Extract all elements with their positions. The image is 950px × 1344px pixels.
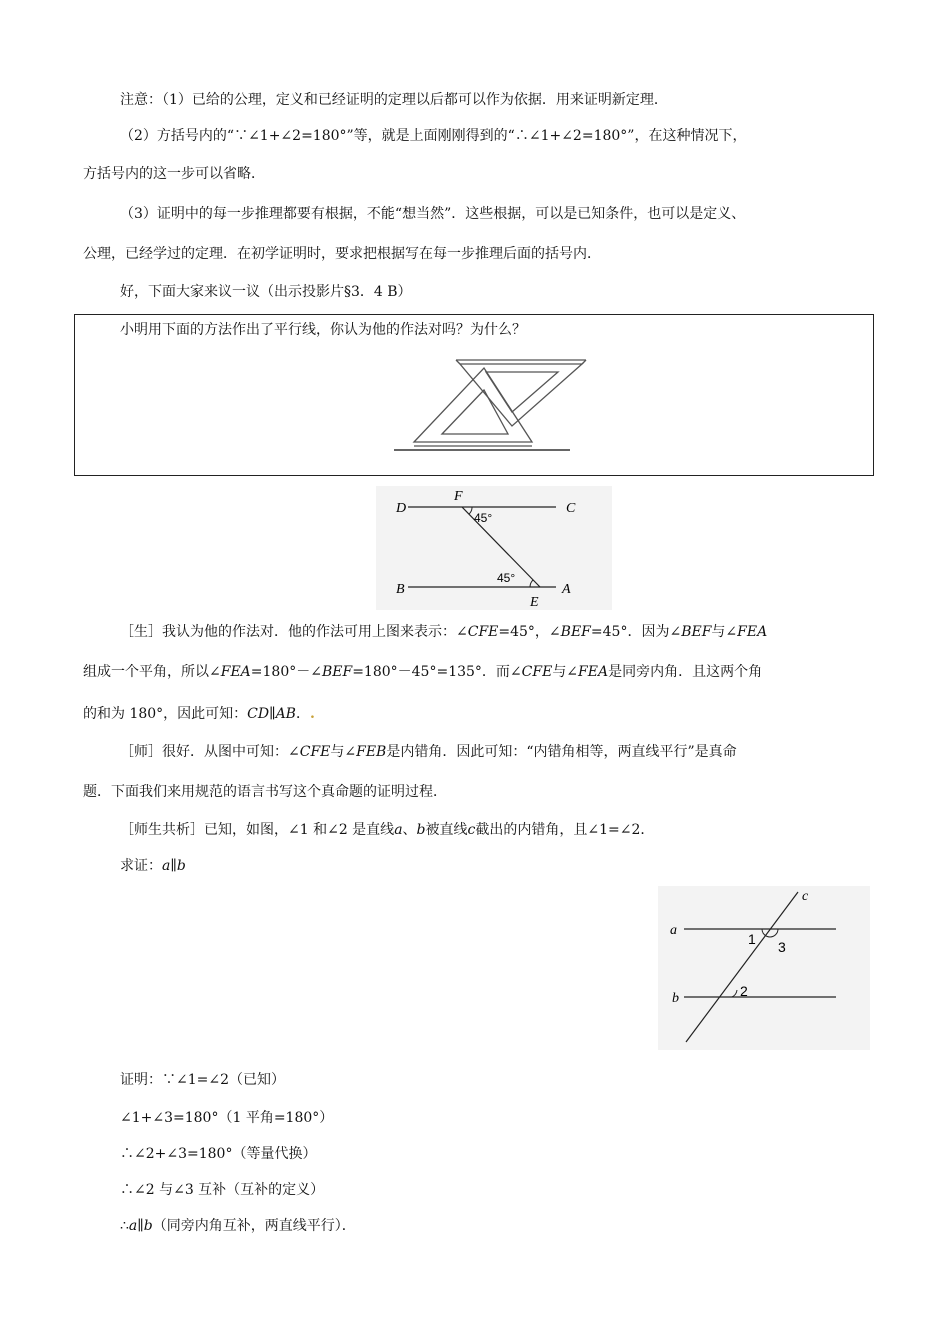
- label-A: A: [562, 582, 571, 597]
- label-B: B: [396, 582, 405, 597]
- proof-step-1: 证明：∵∠1=∠2（已知）: [120, 1072, 286, 1088]
- label-F: F: [454, 489, 463, 504]
- angle-2-label: 2: [740, 983, 748, 999]
- teacher-line-1: ［师］很好．从图中可知：∠CFE与∠FEB是内错角．因此可知：“内错角相等，两直线平行”是真命: [120, 744, 737, 760]
- label-C: C: [566, 501, 576, 516]
- angle-bottom-label: 45°: [497, 571, 516, 585]
- note-line-4: （3）证明中的每一步推理都要有根据，不能“想当然”．这些根据，可以是已知条件，也可以是定义、: [120, 206, 746, 222]
- label-E: E: [530, 595, 539, 610]
- note-line-2: （2）方括号内的“∵∠1+∠2=180°”等，就是上面刚刚得到的“∴∠1+∠2=180°”，在这种情况下，: [120, 128, 747, 144]
- note-line-5: 公理，已经学过的定理．在初学证明时，要求把根据写在每一步推理后面的括号内．: [83, 246, 601, 262]
- proof-step-3: ∴∠2+∠3=180°（等量代换）: [120, 1146, 317, 1162]
- prove-line: 求证：a∥b: [120, 858, 186, 874]
- parallel-lines-figure-2: [658, 886, 870, 1050]
- note-line-1: 注意：（1）已给的公理，定义和已经证明的定理以后都可以作为依据．用来证明新定理．: [120, 92, 668, 108]
- angle-top-label: 45°: [474, 511, 493, 525]
- parallel-lines-figure-1: [376, 486, 612, 610]
- angle-1-label: 1: [748, 931, 756, 947]
- note-line-6: 好，下面大家来议一议（出示投影片§3．4 B）: [120, 284, 412, 300]
- student-line-2: 组成一个平角，所以∠FEA=180°－∠BEF=180°－45°=135°．而∠CFE与∠FEA是同旁内角．且这两个角: [83, 664, 763, 680]
- label-c: c: [802, 889, 809, 904]
- label-D: D: [396, 501, 407, 516]
- label-b: b: [672, 991, 679, 1006]
- teacher-line-2: 题．下面我们来用规范的语言书写这个真命题的证明过程．: [83, 784, 447, 800]
- note-line-3: 方括号内的这一步可以省略．: [83, 166, 265, 182]
- triangle-rulers-figure: [392, 350, 594, 460]
- box-question: 小明用下面的方法作出了平行线，你认为他的作法对吗？为什么？: [120, 322, 526, 338]
- student-line-1: ［生］我认为他的作法对．他的作法可用上图来表示：∠CFE=45°，∠BEF=45°．因为∠BEF与∠FEA: [120, 624, 768, 640]
- angle-3-label: 3: [778, 939, 786, 955]
- label-a: a: [670, 923, 677, 938]
- student-line-3: 的和为 180°，因此可知：CD∥AB．.: [83, 706, 315, 722]
- proof-step-4: ∴∠2 与∠3 互补（互补的定义）: [120, 1182, 325, 1198]
- proof-step-2: ∠1+∠3=180°（1 平角=180°）: [120, 1110, 334, 1126]
- joint-analysis-line: ［师生共析］已知，如图，∠1 和∠2 是直线a、b被直线c截出的内错角，且∠1=∠2．: [120, 822, 655, 838]
- proof-step-5: ∴a∥b（同旁内角互补，两直线平行）．: [120, 1218, 356, 1234]
